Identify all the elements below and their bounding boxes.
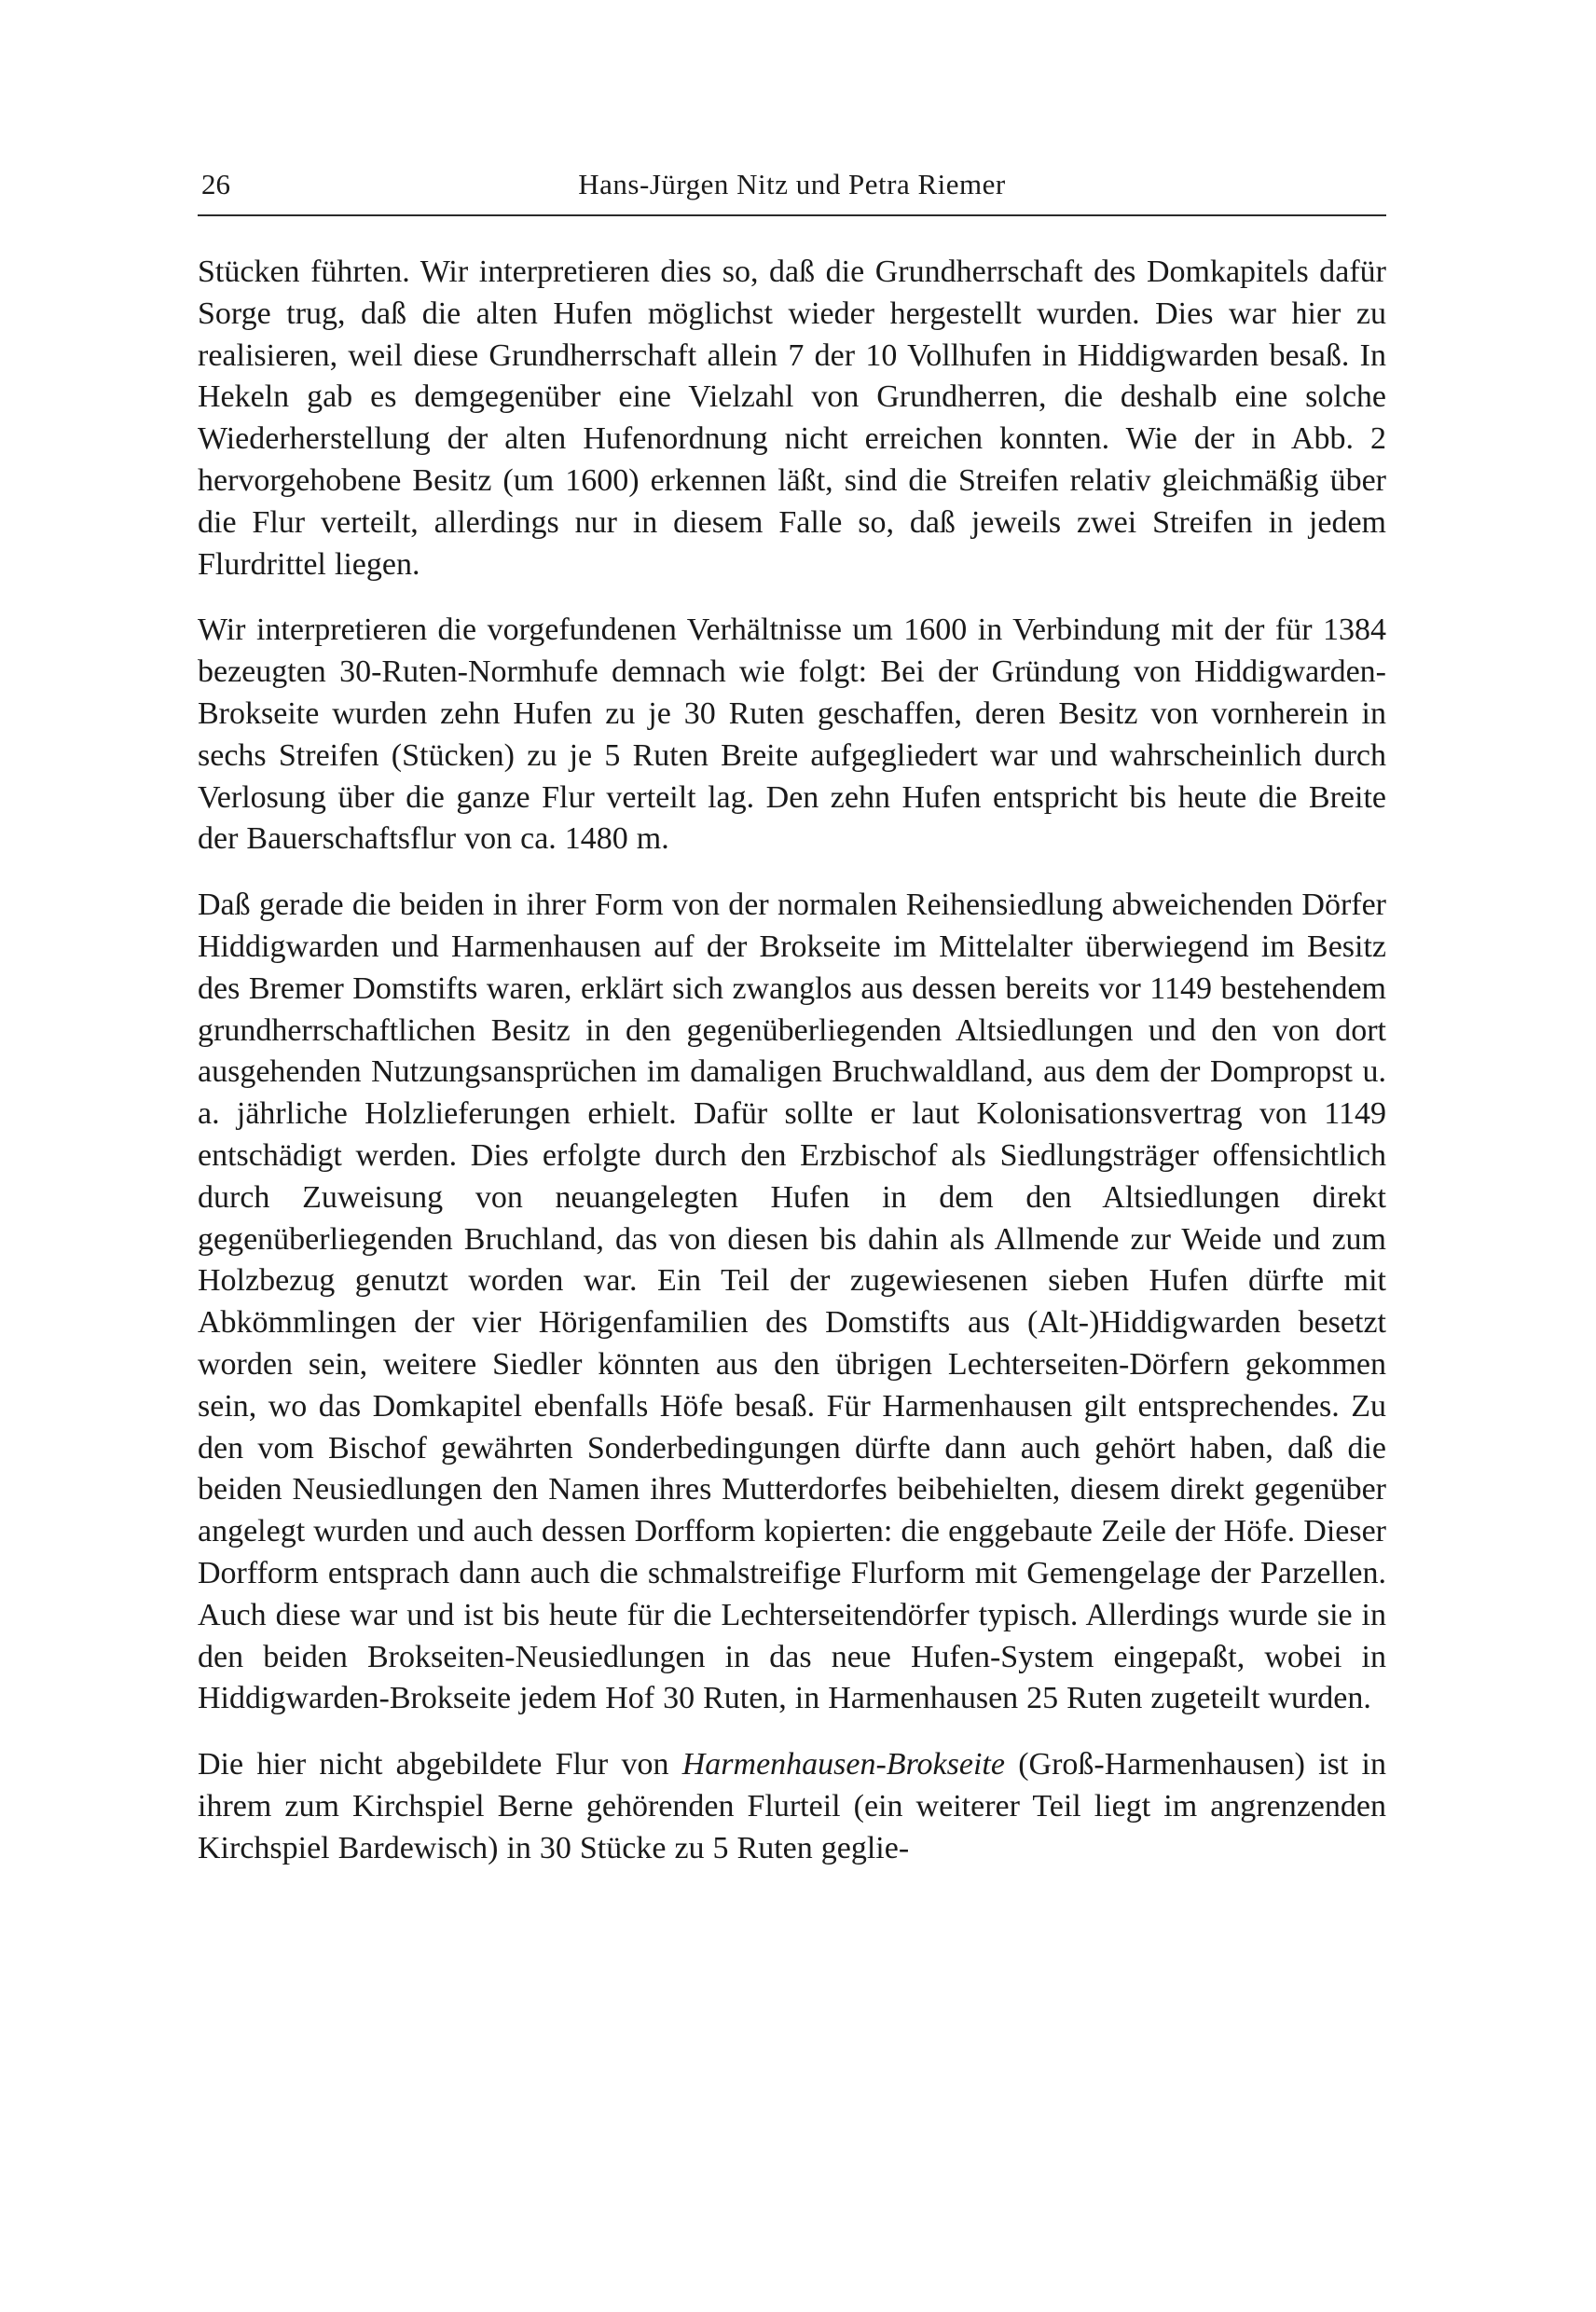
paragraph-3: Daß gerade die beiden in ihrer Form von der normalen Reihensiedlung abweichenden Dörfer Hiddigwarden und Harmenhausen auf der Brokseite im Mittelalter überwiegend im Besitz des Bremer Domstifts waren, erklärt sich zwanglos aus dessen bereits vor 1149 bestehendem grundherrschaftlichen Besitz in den gegenüberliegenden Altsiedlungen und den von dort ausgehenden Nutzungsansprüchen im damaligen Bruchwaldland, aus dem der Dompropst u. a. jährliche Holzlieferungen erhielt. Dafür sollte er laut Kolonisationsvertrag von 1149 entschädigt werden. Dies erfolgte durch den Erzbischof als Siedlungsträger offensichtlich durch Zuweisung von neuangelegten Hufen in dem den Altsiedlungen direkt gegenüberliegenden Bruchland, das von diesen bis dahin als Allmende zur Weide und zum Holzbezug genutzt worden war. Ein Teil der zugewiesenen sieben Hufen dürfte mit Abkömmlingen der vier Hörigenfamilien des Domstifts aus (Alt-)Hiddigwarden besetzt worden sein, weitere Siedler könnten aus den übrigen Lechterseiten-Dörfern gekommen sein, wo das Domkapitel ebenfalls Höfe besaß. Für Harmenhausen gilt entsprechendes. Zu den vom Bischof gewährten Sonderbedingungen dürfte dann auch gehört haben, daß die beiden Neusiedlungen den Namen ihres Mutterdorfes beibehielten, diesem direkt gegenüber angelegt wurden und auch dessen Dorfform kopierten: die enggebaute Zeile der Höfe. Dieser Dorfform entsprach dann auch die schmalstreifige Flurform mit Gemengelage der Parzellen. Auch diese war und ist bis heute für die Lechterseitendörfer typisch. Allerdings wurde sie in den beiden Brokseiten-Neusiedlungen in das neue Hufen-System eingepaßt, wobei in Hiddigwarden-Brokseite jedem Hof 30 Ruten, in Harmenhausen 25 Ruten zugeteilt wurden.: [198, 888, 1386, 1716]
paragraph-2: Wir interpretieren die vorgefundenen Verhältnisse um 1600 in Verbindung mit der für 1384 bezeugten 30-Ruten-Normhufe demnach wie folgt: Bei der Gründung von Hiddigwarden-Brokseite wurden zehn Hufen zu je 30 Ruten geschaffen, deren Besitz von vornherein in sechs Streifen (Stücken) zu je 5 Ruten Breite aufgegliedert war und wahrscheinlich durch Verlosung über die ganze Flur verteilt lag. Den zehn Hufen entspricht bis heute die Breite der Bauerschaftsflur von ca. 1480 m.: [198, 612, 1386, 857]
paragraph-4-text-after: (Groß-Harmenhausen) ist in ihrem zum Kirchspiel Berne gehörenden Flurteil (ein weiterer Teil liegt im angrenzenden Kirchspiel Bardewisch) in 30 Stücke zu 5 Ruten geglie-: [198, 1747, 1386, 1865]
running-head: Hans-Jürgen Nitz und Petra Riemer: [578, 168, 1006, 200]
place-name-italic: Harmenhausen-Brokseite: [681, 1747, 1005, 1782]
paragraph-1: Stücken führten. Wir interpretieren dies so, daß die Grundherrschaft des Domkapitels dafür Sorge trug, daß die alten Hufen möglichst wieder hergestellt wurden. Dies war hier zu realisieren, weil diese Grundherrschaft allein 7 der 10 Vollhufen in Hiddigwarden besaß. In Hekeln gab es demgegenüber eine Vielzahl von Grundherren, die deshalb eine solche Wiederherstellung der alten Hufenordnung nicht erreichen konnten. Wie der in Abb. 2 hervorgehobene Besitz (um 1600) erkennen läßt, sind die Streifen relativ gleichmäßig über die Flur verteilt, allerdings nur in diesem Falle so, daß jeweils zwei Streifen in jedem Flurdrittel liegen.: [198, 255, 1386, 582]
paragraph-4-text-before: Die hier nicht abgebildete Flur von: [198, 1747, 682, 1782]
page-header: [198, 166, 1386, 216]
paragraph-4: [198, 1744, 1386, 1869]
body-text: [198, 252, 1386, 1893]
page-number: 26: [201, 168, 230, 200]
